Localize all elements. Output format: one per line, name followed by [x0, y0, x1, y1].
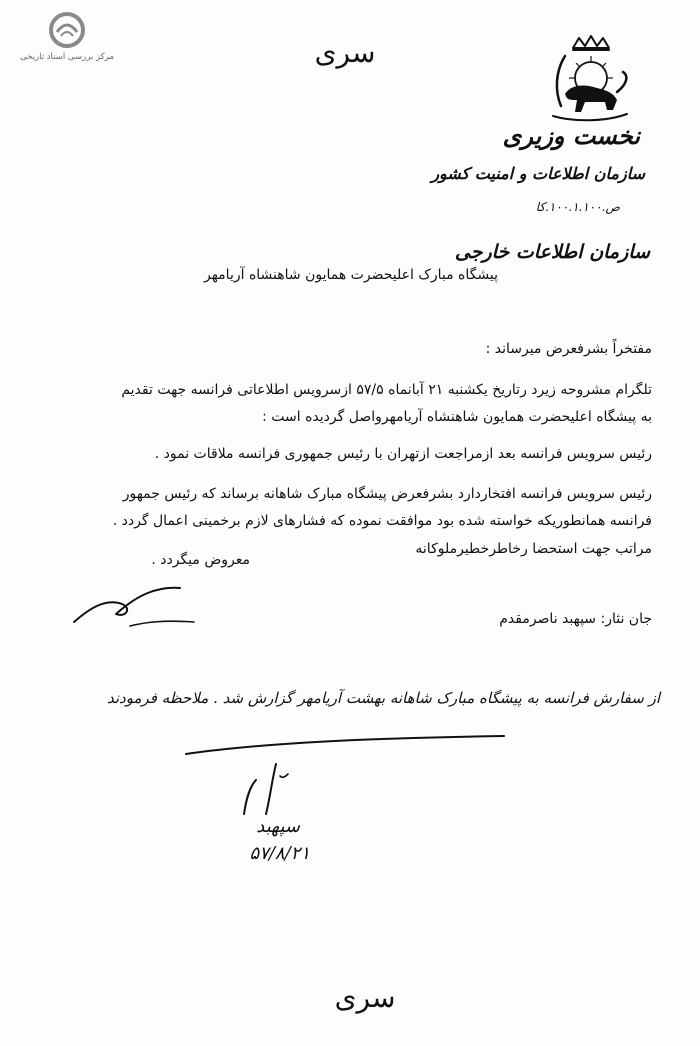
paragraph-line: به پیشگاه اعلیحضرت همایون شاهنشاه آریامهرواصل گردیده است : [262, 409, 652, 425]
paragraph-line: فرانسه همانطوریکه خواسته شده بود موافقت نموده که فشارهای لازم برخمینی اعمال گردد . [112, 513, 652, 529]
watermark-text: مرکز بررسی اسناد تاریخی [20, 52, 114, 62]
archive-watermark [8, 10, 126, 68]
salutation: مفتخراً بشرفعرض میرساند : [485, 341, 652, 357]
closing-line: مراتب جهت استحضا رخاطرخطیرملوکانه [415, 541, 652, 557]
paragraph-line: رئیس سرویس فرانسه بعد ازمراجعت ازتهران با رئیس جمهوری فرانسه ملاقات نمود . [154, 446, 652, 462]
archive-logo-icon [47, 10, 87, 50]
header-office: نخست وزیری [502, 121, 640, 150]
header-reference: ص.۱۰۰.۱.۱۰۰.کا [535, 200, 620, 214]
closing-line-2: معروض میگردد . [151, 552, 250, 568]
header-department: سازمان اطلاعات خارجی [454, 241, 650, 263]
paragraph-line: تلگرام مشروحه زیرد رتاریخ یکشنبه ۲۱ آبانماه ۵۷/۵ ازسرویس اطلاعاتی فرانسه جهت تقدیم [121, 382, 652, 398]
header-agency: سازمان اطلاعات و امنیت کشور [431, 164, 645, 183]
paragraph-line: رئیس سرویس فرانسه افتخاردارد بشرفعرض پیشگاه مبارک شاهانه برساند که رئیس جمهور [122, 486, 652, 502]
handwritten-sign-title: سپهبد [256, 816, 300, 837]
handwritten-underline [180, 730, 510, 760]
signature-line: جان نثار: سپهبد ناصرمقدم [499, 611, 652, 627]
handwritten-date: ۵۷/۸/۲۱ [249, 843, 310, 864]
lion-and-sun-emblem-icon [543, 32, 635, 124]
handwritten-sign-mark [210, 760, 300, 820]
handwritten-annotation: از سفارش فرانسه به پیشگاه مبارک شاهانه بهشت آریامهر گزارش شد . ملاحظه فرمودند [106, 689, 660, 707]
recipient-line: پیشگاه مبارک اعلیحضرت همایون شاهنشاه آریامهر [204, 267, 498, 283]
classification-top: سری [314, 36, 376, 69]
handwritten-signature-stroke [70, 578, 200, 638]
classification-bottom: سری [334, 981, 396, 1014]
